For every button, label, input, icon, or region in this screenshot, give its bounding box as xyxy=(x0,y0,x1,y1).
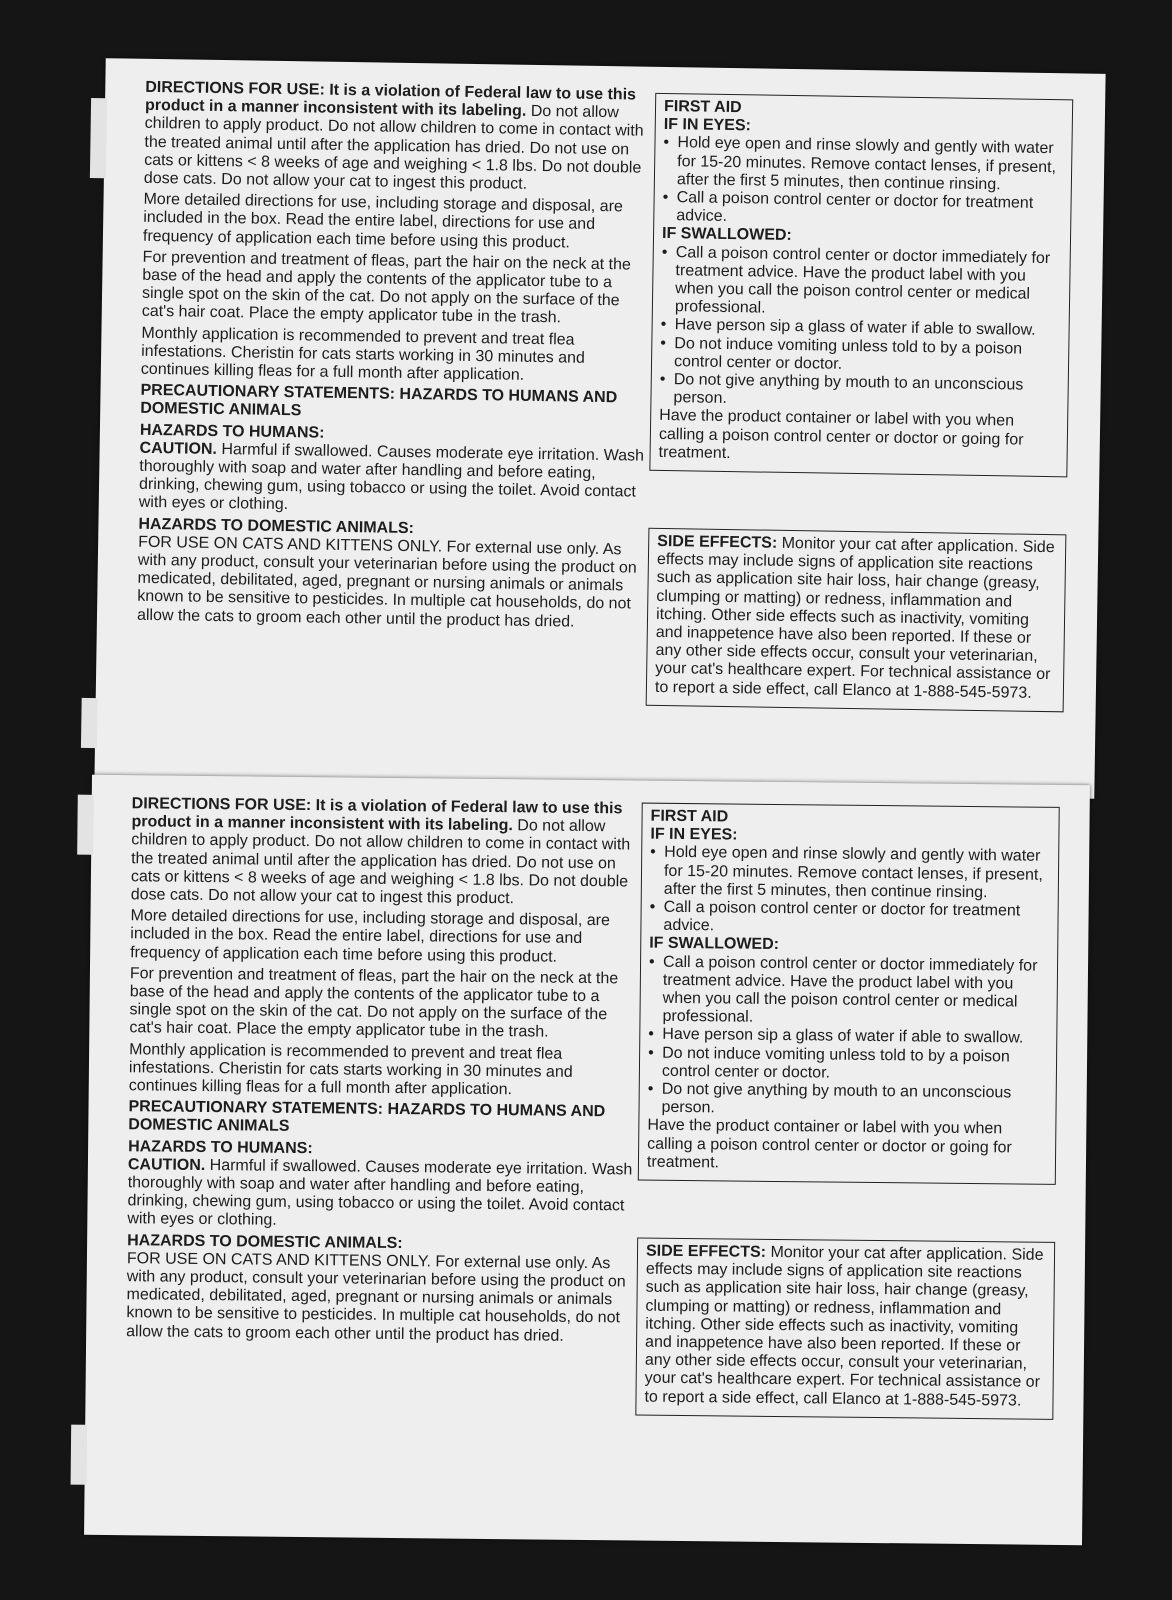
directions-column xyxy=(126,795,637,1349)
directions-paragraph: Monthly application is recommended to prevent and treat flea infestations. Cheristin for cats starts working in 30 minutes and continues killing fleas for a full month after application. xyxy=(128,1040,573,1099)
list-item: • Hold eye open and rinse slowly and gently with water for 15-20 minutes. Remove contact lenses, if present, after the first 5 minutes, then continue rinsing. xyxy=(663,134,1064,195)
if-in-eyes-heading: IF IN EYES: xyxy=(650,825,738,844)
box-flap xyxy=(77,795,94,855)
if-swallowed-heading: IF SWALLOWED: xyxy=(661,225,792,245)
first-aid-box xyxy=(649,93,1073,478)
if-in-eyes-heading: IF IN EYES: xyxy=(663,116,752,135)
first-aid-heading: FIRST AID xyxy=(650,807,729,826)
swallowed-list xyxy=(659,244,1062,414)
directions-paragraph: More detailed directions for use, including storage and disposal, are included in the box. Read the entire label, directions for use and frequency of application each time before using this product. xyxy=(142,191,624,252)
list-item: • Do not give anything by mouth to an unconscious person. xyxy=(659,371,1060,414)
first-aid-column xyxy=(654,93,1073,702)
list-item: • Hold eye open and rinse slowly and gently with water for 15-20 minutes. Remove contact lenses, if present, after the first 5 minutes, then continue rinsing. xyxy=(650,844,1051,903)
label-panel-bottom xyxy=(84,775,1090,1545)
list-item: • Do not give anything by mouth to an unconscious person. xyxy=(647,1081,1047,1122)
precautionary-heading: PRECAUTIONARY STATEMENTS: HAZARDS TO HUMANS AND DOMESTIC ANIMALS xyxy=(140,382,618,420)
first-aid-column xyxy=(642,803,1060,1410)
hazards-animals-heading: HAZARDS TO DOMESTIC ANIMALS: xyxy=(138,515,415,537)
directions-paragraph: DIRECTIONS FOR USE: It is a violation of Federal law to use this product in a manner inconsistent with its labeling. Do not allow children to apply product. Do not allow children to come in contact with the treated animal until after the application has dried. Do not use on cats or kittens < 8 weeks of age and weighing < 1.8 lbs. Do not double dose cats. Do not allow your cat to ingest this product. xyxy=(143,78,644,193)
list-item: • Have person sip a glass of water if able to swallow. xyxy=(660,316,1060,340)
side-effects-box xyxy=(635,1238,1055,1420)
side-effects-text: SIDE EFFECTS: Monitor your cat after application. Side effects may include signs of application site reactions such as application site hair loss, hair change (greasy, clumping or matting) or redness, inflammation and itching. Other side effects such as inactivity, vomiting and inappetence have also been reported. If these or any other side effects occur, consult your veterinarian, your cat's healthcare expert. For technical assistance or to report a side effect, call Elanco at 1-888-545-5973. xyxy=(654,532,1055,702)
directions-column xyxy=(137,79,651,636)
list-item: • Do not induce vomiting unless told to by a poison control center or doctor. xyxy=(660,335,1061,378)
precautionary-heading: PRECAUTIONARY STATEMENTS: HAZARDS TO HUMANS AND DOMESTIC ANIMALS xyxy=(128,1098,606,1136)
hazards-humans-heading: HAZARDS TO HUMANS: xyxy=(139,421,325,442)
box-flap xyxy=(81,698,98,748)
if-swallowed-heading: IF SWALLOWED: xyxy=(649,935,780,954)
list-item: • Do not induce vomiting unless told to by a poison control center or doctor. xyxy=(648,1044,1048,1085)
hazards-humans-text: CAUTION. Harmful if swallowed. Causes moderate eye irritation. Wash thoroughly with soap and water after handling and before eating, drinking, chewing gum, using tobacco or using the toilet. Avoid contact with eyes or clothing. xyxy=(127,1156,633,1230)
directions-paragraph: For prevention and treatment of fleas, part the hair on the neck at the base of the head and apply the contents of the applicator tube to a single spot on the skin of the cat. Do not apply on the surface of the cat's hair coat. Place the empty applicator tube in the trash. xyxy=(141,248,632,327)
list-item: • Call a poison control center or doctor for treatment advice. xyxy=(649,899,1049,940)
list-item: • Call a poison control center or doctor immediately for treatment advice. Have the product label with you when you call the poison control center or medical professional. xyxy=(648,953,1049,1030)
list-item: • Have person sip a glass of water if able to swallow. xyxy=(648,1026,1048,1048)
directions-heading: DIRECTIONS FOR USE: It is a violation of Federal law to use this product in a manner inconsistent with its labeling. xyxy=(144,78,637,121)
list-item: • Call a poison control center or doctor for treatment advice. xyxy=(662,189,1063,232)
first-aid-footer: Have the product container or label with you when calling a poison control center or doctor or going for treatment. xyxy=(646,1117,1012,1172)
directions-paragraph: DIRECTIONS FOR USE: It is a violation of Federal law to use this product in a manner inconsistent with its labeling. Do not allow children to apply product. Do not allow children to come in contact with the treated animal until after the application has dried. Do not use on cats or kittens < 8 weeks of age and weighing < 1.8 lbs. Do not double dose cats. Do not allow your cat to ingest this product. xyxy=(130,795,631,908)
hazards-humans-heading: HAZARDS TO HUMANS: xyxy=(128,1137,313,1157)
list-item: • Call a poison control center or doctor immediately for treatment advice. Have the product label with you when you call the poison control center or medical professional. xyxy=(661,244,1062,323)
first-aid-footer: Have the product container or label with you when calling a poison control center or doctor or going for treatment. xyxy=(658,407,1024,462)
directions-paragraph: More detailed directions for use, including storage and disposal, are included in the box. Read the entire label, directions for use and frequency of application each time before using this product. xyxy=(130,907,610,966)
swallowed-list xyxy=(647,953,1049,1121)
first-aid-heading: FIRST AID xyxy=(663,97,742,117)
eyes-list xyxy=(649,844,1050,939)
directions-heading: DIRECTIONS FOR USE: It is a violation of Federal law to use this product in a manner inconsistent with its labeling. xyxy=(131,795,623,835)
side-effects-text: SIDE EFFECTS: Monitor your cat after application. Side effects may include signs of application site reactions such as application site hair loss, hair change (greasy, clumping or matting) or redness, inflammation and itching. Other side effects such as inactivity, vomiting and inappetence have also been reported. If these or any other side effects occur, consult your veterinarian, your cat's healthcare expert. For technical assistance or to report a side effect, call Elanco at 1-888-545-5973. xyxy=(644,1242,1044,1410)
directions-paragraph: For prevention and treatment of fleas, part the hair on the neck at the base of the head and apply the contents of the applicator tube to a single spot on the skin of the cat. Do not apply on the surface of the cat's hair coat. Place the empty applicator tube in the trash. xyxy=(129,965,619,1042)
label-panel-top xyxy=(94,58,1105,799)
hazards-animals-text: FOR USE ON CATS AND KITTENS ONLY. For external use only. As with any product, consult your veterinarian before using the product on medicated, debilitated, aged, pregnant or nursing animals or animals known to be sensitive to pesticides. In multiple cat households, do not allow the cats to groom each other until the product has dried. xyxy=(126,1250,626,1345)
hazards-animals-text: FOR USE ON CATS AND KITTENS ONLY. For external use only. As with any product, consult your veterinarian before using the product on medicated, debilitated, aged, pregnant or nursing animals or animals known to be sensitive to pesticides. In multiple cat households, do not allow the cats to groom each other until the product has dried. xyxy=(136,533,637,631)
first-aid-box xyxy=(638,803,1060,1185)
eyes-list xyxy=(662,134,1063,231)
hazards-humans-text: CAUTION. Harmful if swallowed. Causes moderate eye irritation. Wash thoroughly with soap and water after handling and before eating, drinking, chewing gum, using tobacco or using the toilet. Avoid contact with eyes or clothing. xyxy=(138,439,645,514)
directions-paragraph: Monthly application is recommended to prevent and treat flea infestations. Cheristin for cats starts working in 30 minutes and continues killing fleas for a full month after application. xyxy=(140,324,586,384)
side-effects-box xyxy=(646,528,1067,712)
box-flap xyxy=(90,98,107,178)
box-flap xyxy=(71,1425,88,1485)
hazards-animals-heading: HAZARDS TO DOMESTIC ANIMALS: xyxy=(127,1231,403,1252)
